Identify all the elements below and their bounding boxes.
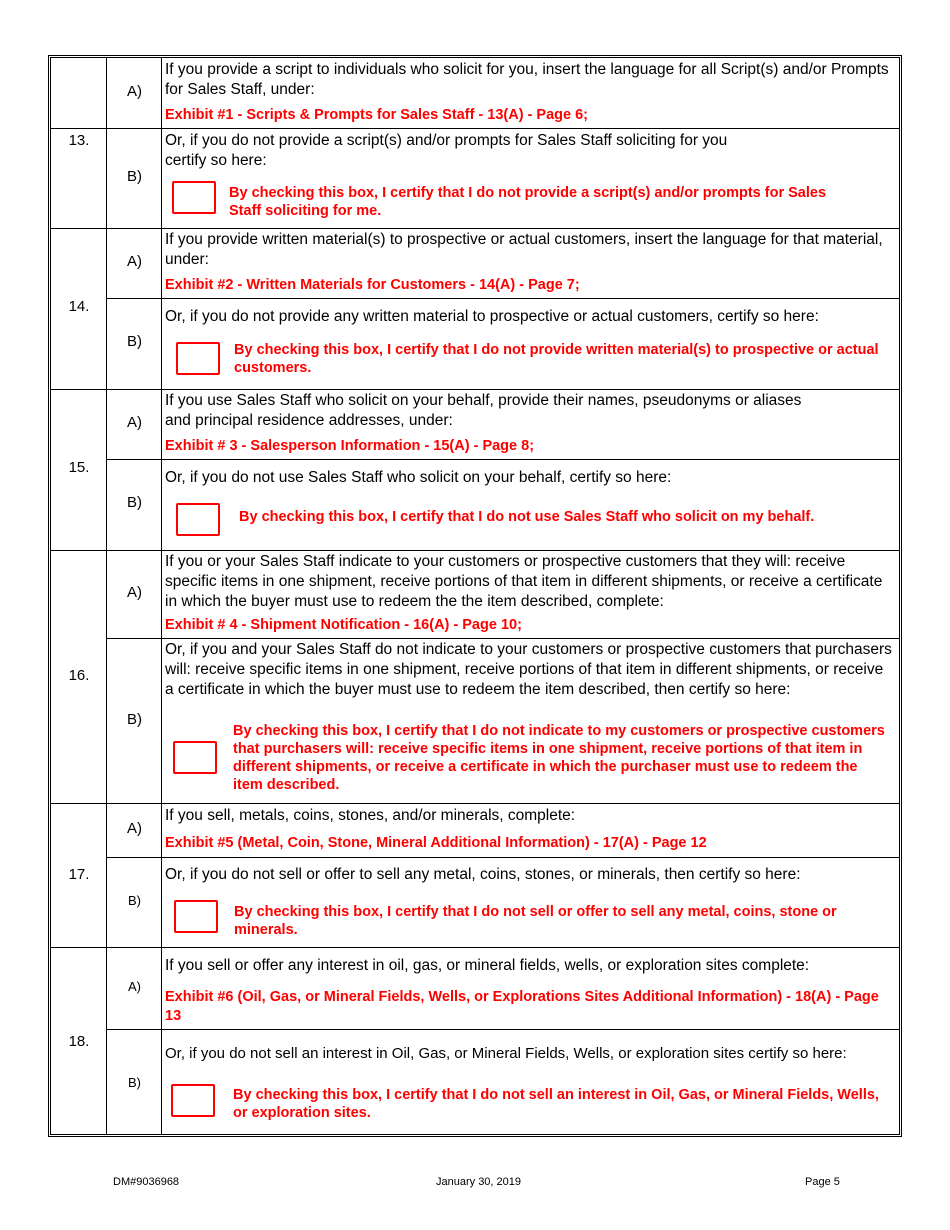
option-label: B): [127, 168, 142, 185]
row-number: 17.: [68, 866, 90, 883]
certify-checkbox[interactable]: [173, 741, 217, 774]
instruction-text: Or, if you do not provide a script(s) and/or prompts for Sales Staff soliciting for you: [165, 132, 728, 149]
form-table: [48, 55, 902, 1137]
instruction-text: If you sell or offer any interest in oil, gas, or mineral fields, wells, or exploration sites complete:: [165, 957, 810, 974]
sub-row-divider: [107, 1029, 899, 1030]
instruction-text: and principal residence addresses, under:: [165, 412, 453, 429]
row-number: 18.: [68, 1033, 90, 1050]
option-label: A): [127, 414, 142, 431]
instruction-text: Or, if you do not sell or offer to sell any metal, coins, stones, or minerals, then certify so here:: [165, 866, 801, 883]
option-label: A): [128, 979, 141, 994]
option-label: B): [127, 711, 142, 728]
option-label: A): [127, 253, 142, 270]
instruction-text: If you provide a script to individuals who solicit for you, insert the language for all Script(s) and/or Prompts for Sales Staff, under:: [165, 61, 889, 98]
certification-statement: By checking this box, I certify that I do not provide a script(s) and/or prompts for Sales Staff soliciting for me.: [229, 185, 827, 219]
certify-checkbox[interactable]: [176, 342, 220, 375]
exhibit-reference: Exhibit # 4 - Shipment Notification - 16(A) - Page 10;: [165, 617, 522, 633]
row-number: 16.: [68, 667, 90, 684]
certification-statement: By checking this box, I certify that I do not provide written material(s) to prospective or actual customers.: [234, 342, 879, 376]
row-number: 15.: [68, 459, 90, 476]
row-number: 14.: [68, 298, 90, 315]
row-number: 13.: [68, 132, 90, 149]
option-label: A): [127, 820, 142, 837]
option-label: A): [127, 83, 142, 100]
sub-row-divider: [107, 298, 899, 299]
sub-row-divider: [107, 128, 899, 129]
instruction-text: Or, if you do not use Sales Staff who solicit on your behalf, certify so here:: [165, 469, 672, 486]
exhibit-reference: Exhibit #1 - Scripts & Prompts for Sales Staff - 13(A) - Page 6;: [165, 107, 589, 123]
sub-row-divider: [107, 638, 899, 639]
instruction-text: Or, if you do not sell an interest in Oil, Gas, or Mineral Fields, Wells, or exploration sites certify so here:: [165, 1045, 847, 1062]
document-date: January 30, 2019: [436, 1176, 522, 1188]
option-label: B): [127, 494, 142, 511]
certify-checkbox[interactable]: [174, 900, 218, 933]
sub-row-divider: [107, 857, 899, 858]
instruction-text: If you provide written material(s) to prospective or actual customers, insert the language for that material, under:: [165, 231, 883, 268]
certification-statement: By checking this box, I certify that I do not sell an interest in Oil, Gas, or Mineral Fields, Wells, or exploration sites.: [233, 1087, 879, 1121]
certify-checkbox[interactable]: [176, 503, 220, 536]
document-id: DM#9036968: [113, 1176, 180, 1188]
sub-row-divider: [107, 459, 899, 460]
certify-checkbox[interactable]: [172, 181, 216, 214]
instruction-text: Or, if you do not provide any written material to prospective or actual customers, certify so here:: [165, 308, 819, 325]
row-divider: [51, 947, 899, 948]
row-divider: [51, 803, 899, 804]
row-divider: [51, 550, 899, 551]
exhibit-reference: Exhibit #5 (Metal, Coin, Stone, Mineral Additional Information) - 17(A) - Page 12: [165, 835, 707, 851]
instruction-text: If you or your Sales Staff indicate to your customers or prospective customers that they will: receive specific items in one shipment, receive portions of that item in different shipments, or receive a certificate in which the buyer must use to redeem the the item described, complete:: [165, 553, 883, 610]
exhibit-reference: Exhibit #6 (Oil, Gas, or Mineral Fields, Wells, or Explorations Sites Additional Information) - 18(A) - Page 13: [165, 989, 879, 1024]
row-divider: [51, 228, 899, 229]
option-label: B): [128, 893, 141, 908]
exhibit-reference: Exhibit # 3 - Salesperson Information - 15(A) - Page 8;: [165, 438, 535, 454]
option-label: A): [127, 584, 142, 601]
instruction-text: If you sell, metals, coins, stones, and/or minerals, complete:: [165, 807, 576, 824]
certify-checkbox[interactable]: [171, 1084, 215, 1117]
row-divider: [51, 389, 899, 390]
page-number: Page 5: [805, 1176, 840, 1188]
exhibit-reference: Exhibit #2 - Written Materials for Customers - 14(A) - Page 7;: [165, 277, 580, 293]
certification-statement: By checking this box, I certify that I do not sell or offer to sell any metal, coins, stone or minerals.: [234, 904, 837, 938]
certification-statement: By checking this box, I certify that I do not indicate to my customers or prospective customers that purchasers will: receive specific items in one shipment, receive portions of that item in different shipments, or receive a certificate in which the purchaser must use to redeem the item described.: [233, 723, 885, 793]
certification-statement: By checking this box, I certify that I do not use Sales Staff who solicit on my behalf.: [239, 509, 815, 525]
instruction-text: If you use Sales Staff who solicit on your behalf, provide their names, pseudonyms or aliases: [165, 392, 802, 409]
instruction-text: certify so here:: [165, 152, 267, 169]
option-label: B): [128, 1075, 141, 1090]
option-label: B): [127, 333, 142, 350]
instruction-text: Or, if you and your Sales Staff do not indicate to your customers or prospective customers that purchasers will: receive specific items in one shipment, receive portions of that item in different shipments, or receive a certificate in which the buyer must use to redeem the item described, then certify so here:: [165, 641, 892, 698]
